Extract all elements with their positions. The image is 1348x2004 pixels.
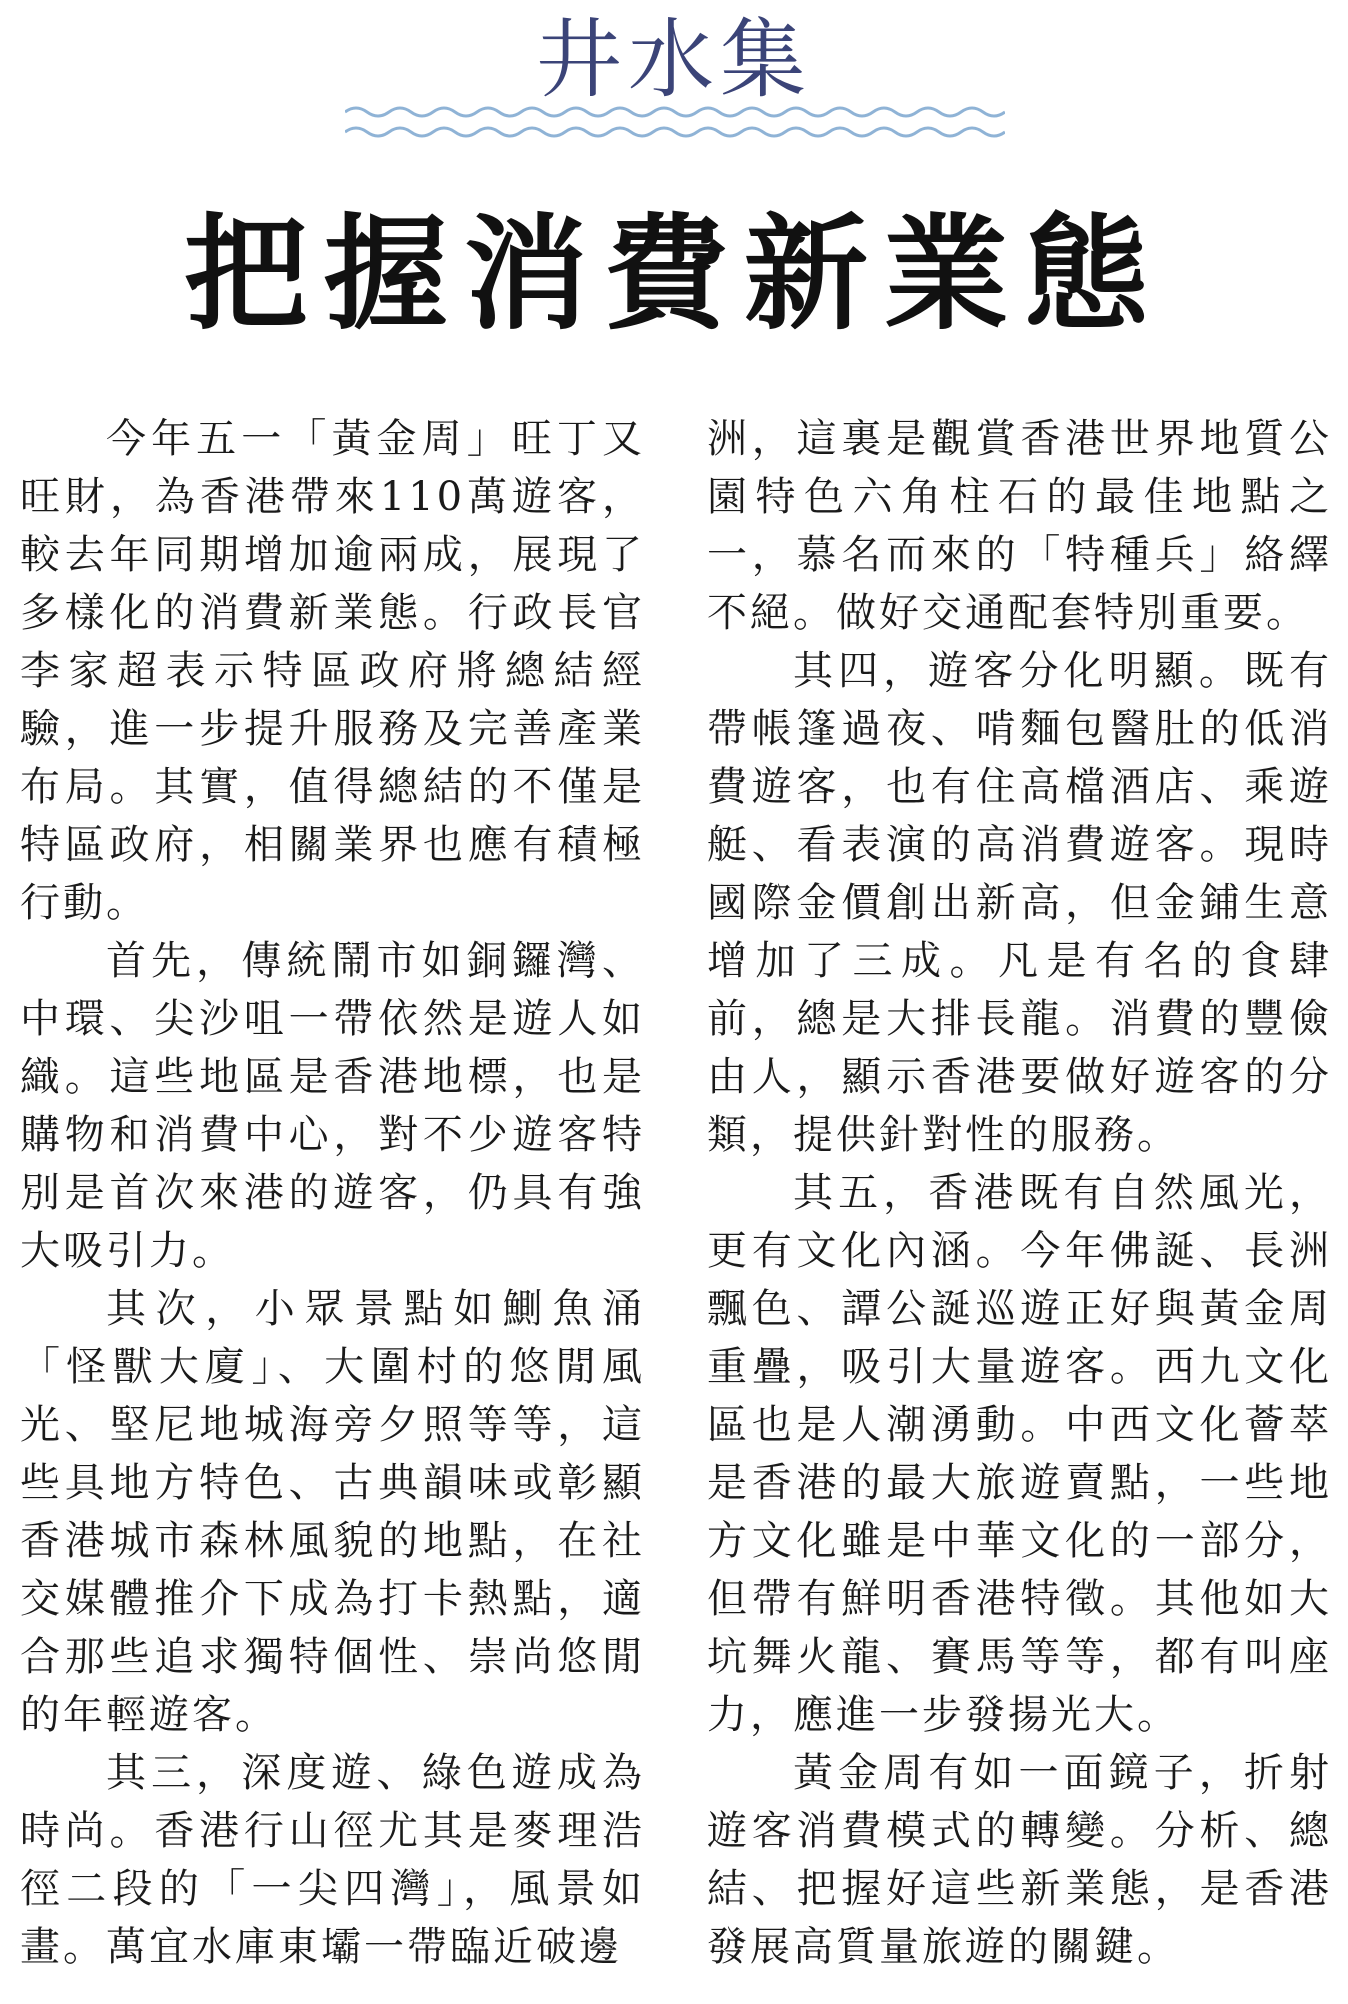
article-title: 把握消費新業態 [183, 202, 1164, 347]
paragraph: 其四，遊客分化明顯。既有帶帳篷過夜、啃麵包醫肚的低消費遊客，也有住高檔酒店、乘遊艇、看表演的高消費遊客。現時國際金價創出新高，但金鋪生意增加了三成。凡是有名的食肆前，總是大排長龍。消費的豐儉由人，顯示香港要做好遊客的分類，提供針對性的服務。 [707, 648, 1332, 1158]
paragraph: 黃金周有如一面鏡子，折射遊客消費模式的轉變。分析、總結、把握好這些新業態，是香港發展高質量旅遊的關鍵。 [707, 1750, 1332, 1970]
paragraph: 洲，這裏是觀賞香港世界地質公園特色六角柱石的最佳地點之一，慕名而來的「特種兵」絡繹不絕。做好交通配套特別重要。 [707, 416, 1332, 636]
paragraph: 今年五一「黃金周」旺丁又旺財，為香港帶來110萬遊客，較去年同期增加逾兩成，展現了多樣化的消費新業態。行政長官李家超表示特區政府將總結經驗，進一步提升服務及完善產業布局。其實，值得總結的不僅是特區政府，相關業界也應有積極行動。 [20, 416, 645, 926]
paragraph: 其三，深度遊、綠色遊成為時尚。香港行山徑尤其是麥理浩徑二段的「一尖四灣」，風景如畫。萬宜水庫東壩一帶臨近破邊 [20, 1750, 645, 1970]
paragraph: 其五，香港既有自然風光，更有文化內涵。今年佛誕、長洲飄色、譚公誕巡遊正好與黃金周重疊，吸引大量遊客。西九文化區也是人潮湧動。中西文化薈萃是香港的最大旅遊賣點，一些地方文化雖是中華文化的一部分，但帶有鮮明香港特徵。其他如大坑舞火龍、賽馬等等，都有叫座力，應進一步發揚光大。 [707, 1170, 1332, 1738]
article-column-left [20, 410, 645, 1976]
paragraph: 首先，傳統鬧市如銅鑼灣、中環、尖沙咀一帶依然是遊人如織。這些地區是香港地標，也是購物和消費中心，對不少遊客特別是首次來港的遊客，仍具有強大吸引力。 [20, 938, 645, 1274]
wave-ornament [345, 100, 1005, 144]
column-name: 井水集 [536, 10, 812, 110]
paragraph: 其次，小眾景點如鰂魚涌「怪獸大廈」、大圍村的悠閒風光、堅尼地城海旁夕照等等，這些具地方特色、古典韻味或彰顯香港城市森林風貌的地點，在社交媒體推介下成為打卡熱點，適合那些追求獨特個性、崇尚悠閒的年輕遊客。 [20, 1286, 645, 1738]
article-column-right [707, 410, 1332, 1976]
